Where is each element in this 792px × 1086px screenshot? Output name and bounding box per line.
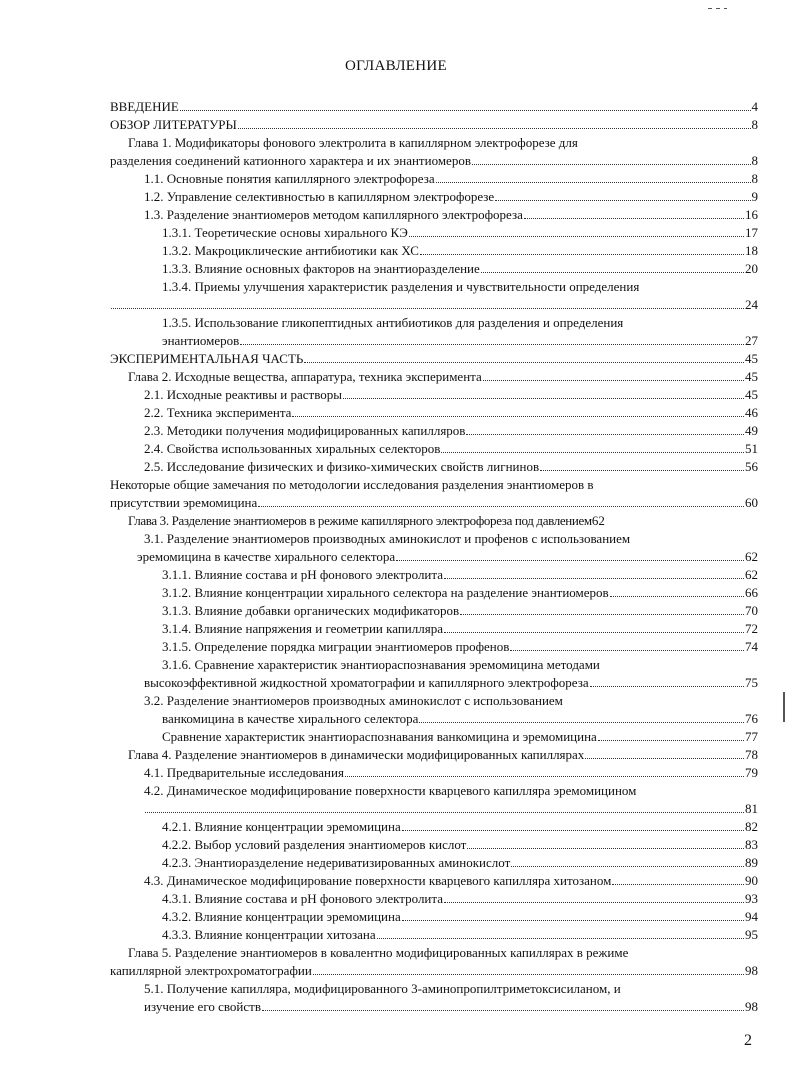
toc-entry[interactable] <box>110 512 758 530</box>
toc-entry-page: 8 <box>751 153 758 168</box>
toc-entry-page: 27 <box>745 333 758 348</box>
toc-entry-text: 3.1.1. Влияние состава и pH фонового электролита <box>162 567 443 582</box>
toc-entry[interactable] <box>110 764 758 782</box>
toc-entry-page: 16 <box>745 207 758 222</box>
toc-entry[interactable] <box>110 602 758 620</box>
toc-entry-text: изучение его свойств <box>144 999 261 1014</box>
toc-entry[interactable] <box>110 440 758 458</box>
toc-entry-page: 8 <box>751 171 758 186</box>
toc-entry-page: 90 <box>745 873 758 888</box>
toc-entry[interactable] <box>110 944 758 980</box>
toc-entry[interactable] <box>110 116 758 134</box>
toc-entry-text-line1: 3.2. Разделение энантиомеров производных аминокислот с использованием <box>144 693 563 708</box>
toc-entry[interactable] <box>110 188 758 206</box>
toc-entry-page: 93 <box>745 891 758 906</box>
toc-entry-text: Глава 4. Разделение энантиомеров в динамически модифицированных капиллярах <box>128 747 585 762</box>
toc-entry-text-line1: 1.3.5. Использование гликопептидных антибиотиков для разделения и определения <box>162 315 624 330</box>
toc-entry-text: высокоэффективной жидкостной хроматографии и капиллярного электрофореза <box>144 675 589 690</box>
toc-entry[interactable] <box>110 728 758 746</box>
toc-entry-text: капиллярной электрохроматографии <box>110 963 312 978</box>
toc-entry-text: 4.2.1. Влияние концентрации эремомицина <box>162 819 401 834</box>
toc-entry[interactable] <box>110 476 758 512</box>
toc-entry-text-line1: 3.1.6. Сравнение характеристик энантиораспознавания эремомицина методами <box>162 657 600 672</box>
toc-entry-text: ванкомицина в качестве хирального селектора <box>162 711 419 726</box>
toc-entry[interactable] <box>110 98 758 116</box>
toc-entry[interactable] <box>110 314 758 350</box>
toc-entry-page: 56 <box>745 459 758 474</box>
toc-entry[interactable] <box>110 350 758 368</box>
toc-entry-text: 3.1.3. Влияние добавки органических модификаторов <box>162 603 460 618</box>
toc-entry-page: 79 <box>745 765 758 780</box>
toc-entry[interactable] <box>110 242 758 260</box>
toc-entry-page: 49 <box>745 423 758 438</box>
scan-mark <box>783 692 785 722</box>
toc-entry[interactable] <box>110 836 758 854</box>
toc-entry-page: 95 <box>745 927 758 942</box>
scan-mark <box>724 8 727 9</box>
toc-entry[interactable] <box>110 458 758 476</box>
toc-entry-text: ЭКСПЕРИМЕНТАЛЬНАЯ ЧАСТЬ <box>110 351 304 366</box>
toc-entry[interactable] <box>110 854 758 872</box>
toc-entry-page: 89 <box>745 855 758 870</box>
toc-entry[interactable] <box>110 422 758 440</box>
toc-entry-text: 2.4. Свойства использованных хиральных селекторов <box>144 441 441 456</box>
toc-entry-text: энантиомеров <box>162 333 240 348</box>
toc-entry-page: 78 <box>745 747 758 762</box>
scan-mark <box>708 8 712 9</box>
toc-entry-text-line1: 3.1. Разделение энантиомеров производных аминокислот и профенов с использованием <box>144 531 631 546</box>
toc-entry-text: Глава 3. Разделение энантиомеров в режиме капиллярного электрофореза под давлением <box>128 513 592 528</box>
toc-entry-text: 4.3.1. Влияние состава и pH фонового электролита <box>162 891 443 906</box>
toc-entry[interactable] <box>110 368 758 386</box>
toc-entry-text: 4.3.2. Влияние концентрации эремомицина <box>162 909 401 924</box>
toc-entry[interactable] <box>110 818 758 836</box>
toc-entry[interactable] <box>110 278 758 314</box>
toc-entry-text: 3.1.4. Влияние напряжения и геометрии капилляра <box>162 621 443 636</box>
toc-entry-text: 2.5. Исследование физических и физико-химических свойств лигнинов <box>144 459 540 474</box>
toc-entry-text-line1: 4.2. Динамическое модифицирование поверхности кварцевого капилляра эремомицином <box>144 783 637 798</box>
toc-entry[interactable] <box>110 404 758 422</box>
toc-entry-text: 1.3.2. Макроциклические антибиотики как ХС <box>162 243 419 258</box>
toc-entry[interactable] <box>110 872 758 890</box>
toc-entry-page: 98 <box>745 999 758 1014</box>
toc-entry-text: 3.1.2. Влияние концентрации хирального селектора на разделение энантиомеров <box>162 585 609 600</box>
toc-entry-text: 4.3.3. Влияние концентрации хитозана <box>162 927 376 942</box>
toc-entry-page: 62 <box>745 567 758 582</box>
toc-entry[interactable] <box>110 638 758 656</box>
toc-entry-page: 51 <box>745 441 758 456</box>
toc-entry-page: 76 <box>745 711 758 726</box>
toc-entry[interactable] <box>110 656 758 692</box>
toc-entry-page: 20 <box>745 261 758 276</box>
toc-entry-page: 62 <box>745 549 758 564</box>
toc-entry-text: 3.1.5. Определение порядка миграции энантиомеров профенов <box>162 639 510 654</box>
toc-entry-page: 62 <box>591 513 605 528</box>
toc-entry-page: 45 <box>745 351 758 366</box>
toc-entry-page: 77 <box>745 729 758 744</box>
toc-entry-page: 60 <box>745 495 758 510</box>
toc-entry-text: 1.3. Разделение энантиомеров методом капиллярного электрофореза <box>144 207 523 222</box>
toc-entry-page: 8 <box>751 117 758 132</box>
toc-entry[interactable] <box>110 134 758 170</box>
toc-entry-page: 83 <box>745 837 758 852</box>
toc-entry-page: 45 <box>745 387 758 402</box>
toc-entry-text-line1: Глава 1. Модификаторы фонового электролита в капиллярном электрофорезе для <box>128 135 578 150</box>
toc-entry-page: 70 <box>745 603 758 618</box>
toc-entry-text: 1.2. Управление селективностью в капиллярном электрофорезе <box>144 189 495 204</box>
toc-entry[interactable] <box>110 260 758 278</box>
toc-entry-text: присутствии эремомицина <box>110 495 258 510</box>
toc-entry-text: 4.3. Динамическое модифицирование поверхности кварцевого капилляра хитозаном <box>144 873 612 888</box>
page-number: 2 <box>744 1032 752 1049</box>
toc-entry-page: 66 <box>745 585 758 600</box>
page-title: ОГЛАВЛЕНИЕ <box>345 58 447 74</box>
toc-entry[interactable] <box>110 782 758 818</box>
toc-entry-page: 94 <box>745 909 758 924</box>
toc-entry[interactable] <box>110 746 758 764</box>
toc-entry-page: 17 <box>745 225 758 240</box>
toc-entry-text: 1.3.1. Теоретические основы хирального КЭ <box>162 225 408 240</box>
toc-entry-page: 45 <box>745 369 758 384</box>
toc-entry[interactable] <box>110 584 758 602</box>
toc-entry-page: 75 <box>745 675 758 690</box>
toc-entry-page: 9 <box>751 189 758 204</box>
toc-entry-text: ОБЗОР ЛИТЕРАТУРЫ <box>110 117 237 132</box>
toc-entry-text: 1.1. Основные понятия капиллярного электрофореза <box>144 171 435 186</box>
toc-entry-page: 46 <box>745 405 758 420</box>
toc-entry-page: 18 <box>745 243 758 258</box>
toc-entry-page: 82 <box>745 819 758 834</box>
toc-entry[interactable] <box>110 908 758 926</box>
toc-entry-page: 74 <box>745 639 758 654</box>
toc-entry-text: 4.2.3. Энантиоразделение недериватизированных аминокислот <box>162 855 511 870</box>
toc-entry[interactable] <box>110 620 758 638</box>
toc-entry-text: эремомицина в качестве хирального селектора <box>137 549 396 564</box>
table-of-contents <box>110 98 758 1016</box>
toc-entry-text-line1: Некоторые общие замечания по методологии исследования разделения энантиомеров в <box>110 477 594 492</box>
toc-entry[interactable] <box>110 224 758 242</box>
toc-entry[interactable] <box>110 530 758 566</box>
toc-entry[interactable] <box>110 926 758 944</box>
toc-entry[interactable] <box>110 692 758 728</box>
toc-entry-text: 1.3.3. Влияние основных факторов на энантиоразделение <box>162 261 480 276</box>
toc-entry[interactable] <box>110 386 758 404</box>
toc-entry-text: 4.2.2. Выбор условий разделения энантиомеров кислот <box>162 837 467 852</box>
toc-entry-page: 81 <box>745 801 758 816</box>
toc-entry[interactable] <box>110 566 758 584</box>
toc-entry[interactable] <box>110 206 758 224</box>
toc-entry-page: 98 <box>745 963 758 978</box>
toc-entry-page: 4 <box>751 99 758 114</box>
toc-entry[interactable] <box>110 980 758 1016</box>
toc-entry-text: 2.1. Исходные реактивы и растворы <box>144 387 343 402</box>
scan-mark <box>716 8 720 9</box>
toc-entry-text-line1: 5.1. Получение капилляра, модифицированного 3-аминопропилтриметоксисиланом, и <box>144 981 621 996</box>
toc-entry-text: 2.3. Методики получения модифицированных капилляров <box>144 423 466 438</box>
toc-entry-page: 72 <box>745 621 758 636</box>
toc-entry-page: 24 <box>745 297 758 312</box>
toc-entry-text-line1: 1.3.4. Приемы улучшения характеристик разделения и чувствительности определения <box>162 279 640 294</box>
toc-entry[interactable] <box>110 170 758 188</box>
toc-entry-text: Сравнение характеристик энантиораспознавания ванкомицина и эремомицина <box>162 729 597 744</box>
toc-entry-text: 4.1. Предварительные исследования <box>144 765 344 780</box>
toc-entry-text-line1: Глава 5. Разделение энантиомеров в ковалентно модифицированных капиллярах в режиме <box>128 945 629 960</box>
toc-entry-text: 2.2. Техника эксперимента <box>144 405 292 420</box>
toc-entry-text: ВВЕДЕНИЕ <box>110 99 179 114</box>
toc-entry-text: Глава 2. Исходные вещества, аппаратура, техника эксперимента <box>128 369 482 384</box>
toc-entry-text: разделения соединений катионного характера и их энантиомеров <box>110 153 471 168</box>
toc-entry[interactable] <box>110 890 758 908</box>
